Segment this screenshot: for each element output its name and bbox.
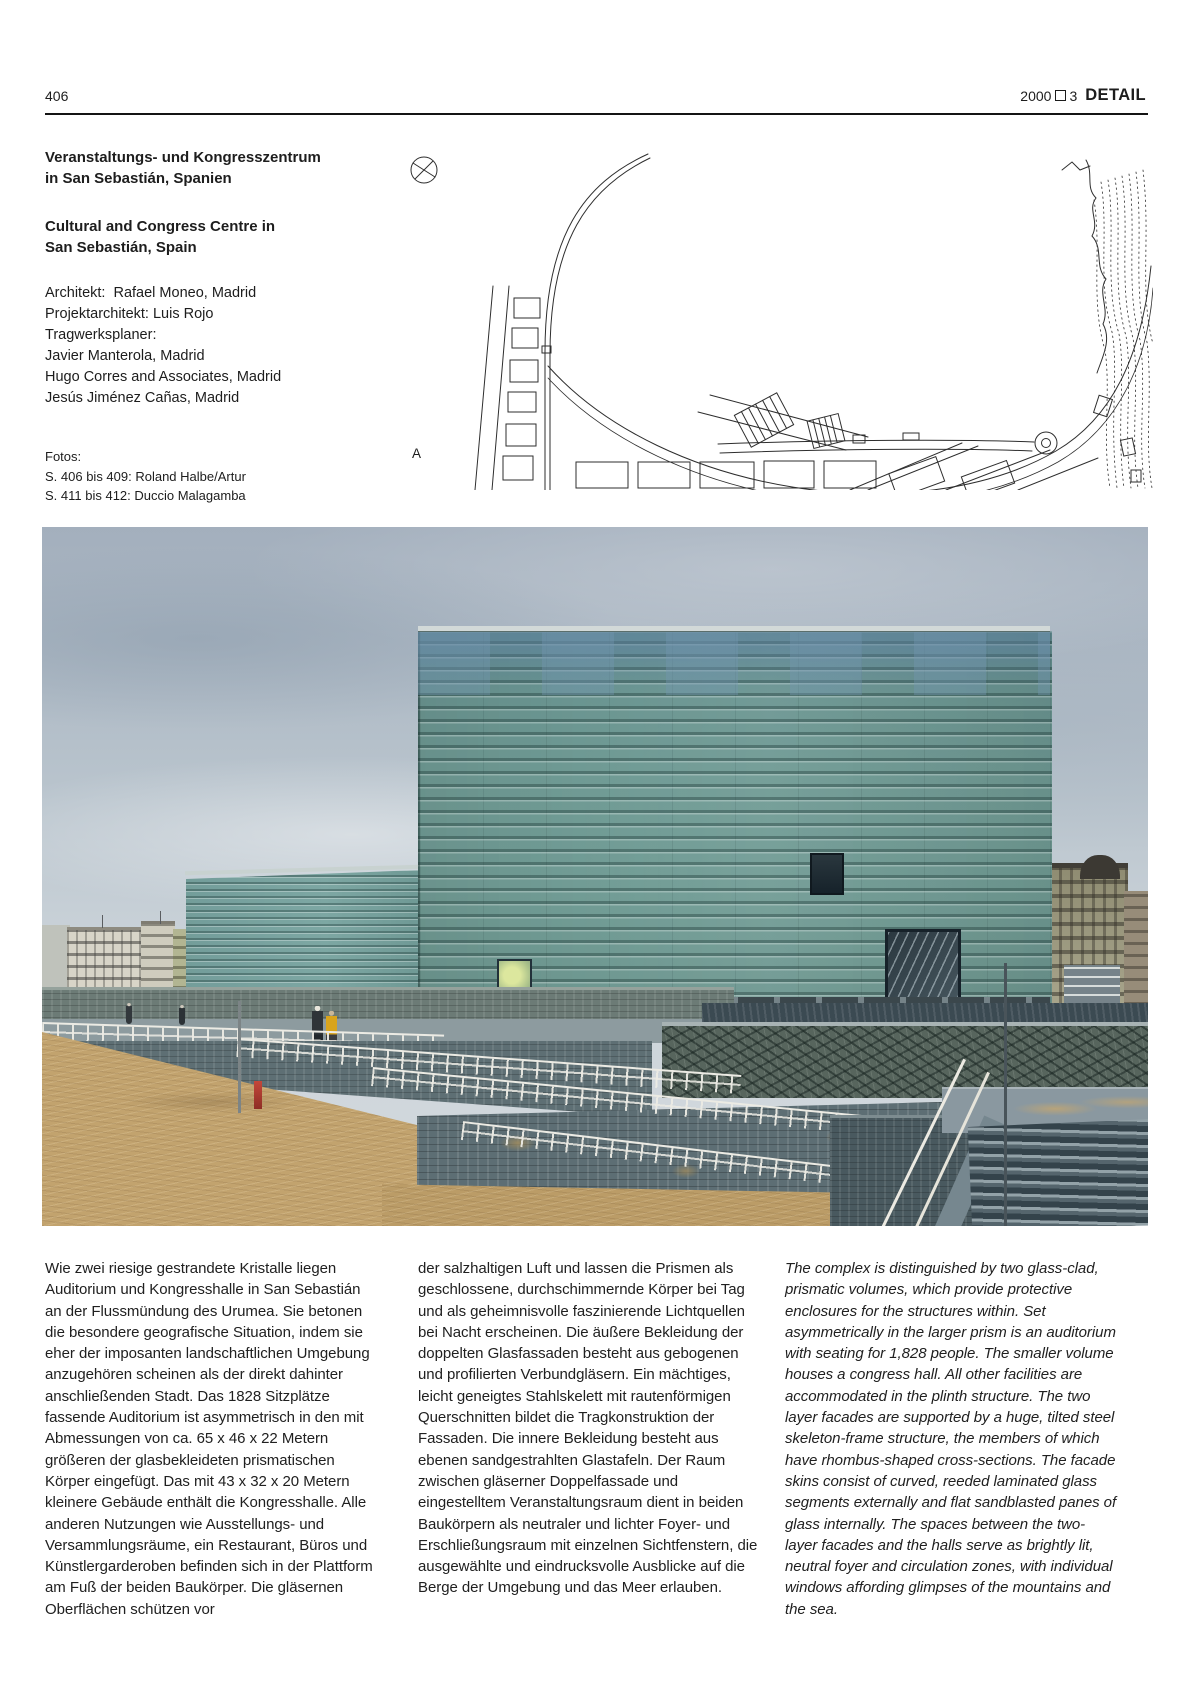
promenade-lines (718, 440, 1034, 453)
open-square-icon (1055, 90, 1066, 101)
facade-sky-reflection (418, 631, 1050, 695)
stone-stairs (968, 1119, 1148, 1226)
issue-year: 2000 (1020, 87, 1052, 104)
issue-info (1020, 86, 1146, 105)
city-building-left (67, 927, 143, 992)
compass-icon (411, 157, 437, 183)
photo-credit-line: S. 406 bis 409: Roland Halbe/Artur (45, 468, 246, 484)
city-building-right (1064, 965, 1120, 1005)
body-column-german-1: Wie zwei riesige gestrandete Kristalle liegen Auditorium und Kongresshalle in San Sebastián an der Flussmündung des Urumea. Sie betonen die besondere geografische Situation, indem sie eher der imposanten landschaftlichen Umgebung anzugehören scheinen als der direkt dahinter anschließenden Stadt. Das 1828 Sitzplätze fassende Auditorium ist asymmetrisch in den mit Abmessungen von ca. 65 x 46 x 22 Metern größeren der glasbekleideten prismatischen Körper eingefügt. Das mit 43 x 32 x 20 Metern kleinere Gebäude enthält die Kongresshalle. Alle anderen Nutzungen wie Ausstellungs- und Versammlungsräume, ein Restaurant, Büros und Künstlergarderoben befinden sich in der Plattform am Fuß der beiden Baukörper. Die gläsernen Oberflächen schützen vor (45, 1260, 373, 1618)
title-german-line2: in San Sebastián, Spanien (45, 170, 232, 187)
facade-window-small (810, 853, 844, 895)
river-pier-curve (542, 154, 650, 490)
beach-pole (238, 1001, 241, 1113)
title-german-line1: Veranstaltungs- und Kongresszentrum (45, 149, 321, 166)
left-street-blocks (475, 286, 540, 490)
city-building-left (141, 921, 175, 992)
plan-label: A (412, 446, 422, 461)
title-german (45, 147, 385, 189)
city-building-right (1124, 891, 1148, 1005)
magazine-logo: DETAIL (1085, 86, 1146, 104)
dark-parapet (702, 1003, 1148, 1024)
header-rule (45, 113, 1148, 115)
page-number: 406 (45, 88, 69, 104)
issue-number: 3 (1069, 87, 1078, 104)
title-english-line2: San Sebastián, Spain (45, 239, 197, 256)
photo-credit-line: S. 411 bis 412: Duccio Malagamba (45, 488, 246, 503)
credit-line: Projektarchitekt: Luis Rojo (45, 306, 214, 322)
person (179, 1005, 185, 1025)
city-building-left (42, 925, 70, 989)
credit-line: Hugo Corres and Associates, Madrid (45, 369, 282, 385)
photo-credit-line: Fotos: (45, 449, 82, 464)
coast-buildings (1094, 395, 1141, 482)
bay-shoreline (548, 266, 1153, 490)
building-photograph (42, 527, 1148, 1226)
credit-line: Javier Manterola, Madrid (45, 348, 205, 364)
title-english (45, 216, 385, 258)
body-column-german-2: der salzhaltigen Luft und lassen die Prismen als geschlossene, durchschimmernde Körper bei Tag und als geheimnisvolle faszinierende Lichtquellen bei Nacht erscheinen. Die äußere Bekleidung der doppelten Glasfassaden besteht aus gebogenen und profilierten Verbundgläsern. Ein mächtiges, leicht geneigtes Stahlskelett mit rautenförmigen Querschnitten bildet die Tragkonstruktion der Fassaden. Die innere Bekleidung besteht aus ebenen sandgestrahlten Glastafeln. Der Raum zwischen gläserner Doppelfassade und eingestelltem Veranstaltungsraum dient in beiden Baukörpern als neutraler und lichter Foyer- und Erschließungsraum mit einzelnen Sichtfenstern, die ausgewählte und eindrucksvolle Ausblicke auf die Berge der Umgebung und das Meer erlauben. (418, 1260, 758, 1597)
person (126, 1003, 132, 1024)
credit-line: Jesús Jiménez Cañas, Madrid (45, 390, 240, 406)
roundabout (1035, 432, 1057, 454)
headland-coast (1062, 160, 1107, 373)
lamp-pole (1004, 963, 1007, 1226)
congress-prism-facade (186, 870, 420, 990)
contour-lines (1094, 170, 1153, 488)
title-english-line1: Cultural and Congress Centre in (45, 218, 276, 235)
credit-line: Tragwerksplaner: (45, 327, 157, 343)
auditorium-roof-edge (418, 626, 1050, 632)
site-plan-drawing (398, 140, 1153, 490)
site-plan (398, 140, 1153, 490)
credits-list (45, 283, 385, 409)
antenna (160, 911, 161, 924)
red-bollard (254, 1081, 262, 1109)
wet-sand-patch (82, 1087, 342, 1117)
antenna (102, 915, 103, 928)
credit-line: Architekt: Rafael Moneo, Madrid (45, 285, 257, 301)
photo-credits (45, 447, 385, 506)
body-column-english: The complex is distinguished by two glass-clad, prismatic volumes, which provide protective enclosures for the structures within. Set asymmetrically in the larger prism is an auditorium with seating for 1,828 people. The smaller volume houses a congress hall. All other facilities are accommodated in the plinth structure. The two layer facades are supported by a huge, tilted steel skeleton-frame structure, the members of which have rhombus-shaped cross-sections. The facade skins consist of curved, reeded laminated glass segments externally and flat sandblasted panes of glass internally. The spaces between the two-layer facades and the halls serve as brightly lit, neutral foyer and circulation zones, with individual windows affording glimpses of the mountains and the sea. (785, 1260, 1117, 1618)
